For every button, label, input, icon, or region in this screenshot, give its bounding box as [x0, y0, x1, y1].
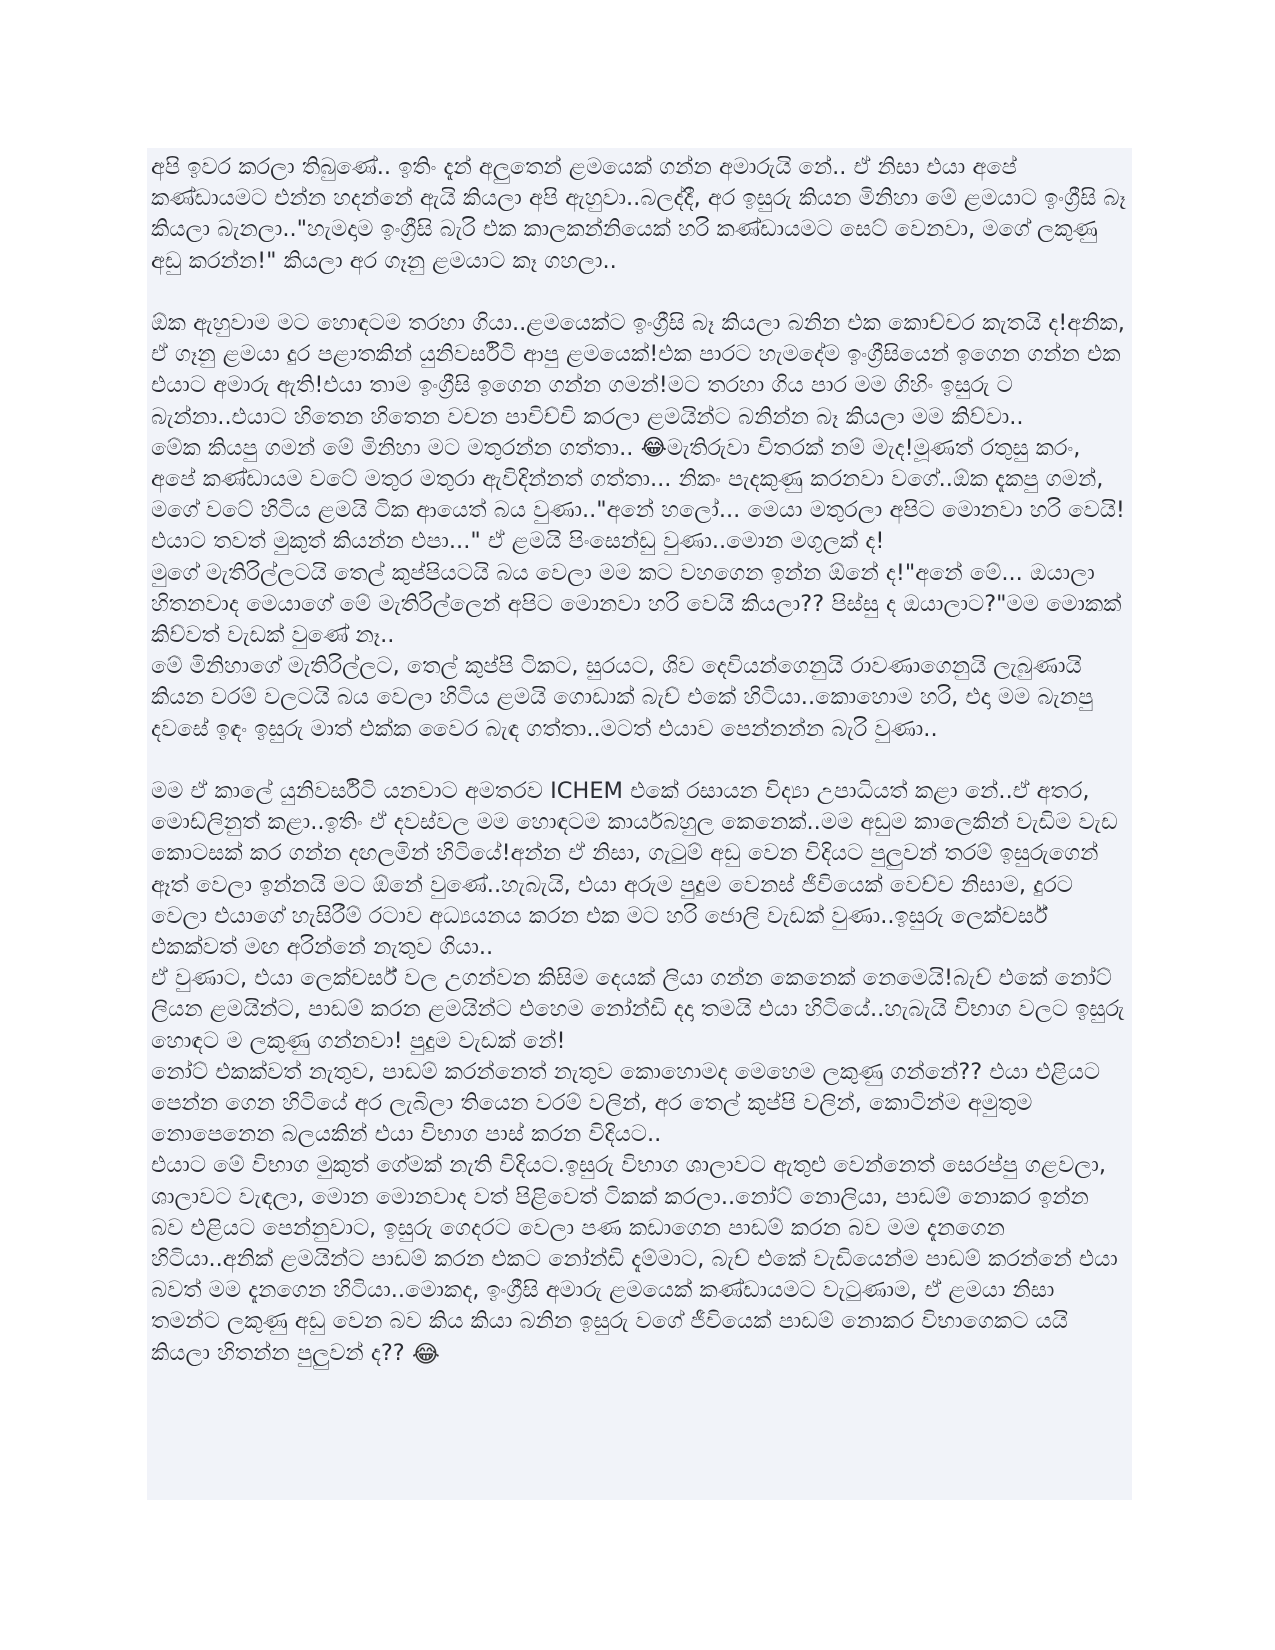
paragraph-9-text: එයාට මේ විභාග මුකුත් ගේමක් නැති විදියට.ඉසුරු විභාග ශාලාවට ඇතුළු වෙන්නෙත් සෙරප්පු ගළවලා, ශාලාවට වැඳලා, මොන මොනවාද වත් පිළිවෙත් ටිකක් කරලා..නෝට් නොලියා, පාඩම් නොකර ඉන්න බව එළියට පෙන්නුවාට, ඉසුරු ගෙදරට වෙලා පණ කඩාගෙන පාඩම් කරන බව මම දැනගෙන හිටියා..අනික් ළමයින්ට පාඩම් කරන එකට නෝන්ඩි දැම්මාට, බැච් එකේ වැඩියෙන්ම පාඩම් කරන්නේ එයා බවත් මම දැනගෙන හිටියා..මොකද, ඉංග්‍රීසි අමාරු ළමයෙක් කණ්ඩායමට වැටුණාම, ඒ ළමයා නිසා තමන්ට ලකුණු අඩු වෙන බව කිය කියා බනින ඉසුරු වගේ ජීවියෙක් පාඩම් නොකර විභාගෙකට යයි කියලා හිතන්න පුලුවන් ද?? — [151, 1152, 1118, 1366]
page-text-block — [147, 148, 1132, 1500]
paragraph-9 — [151, 1150, 1128, 1369]
laughing-emoji-icon: 😂 — [411, 1339, 440, 1368]
paragraph-3: මේක කියපු ගමන් මේ මිනිහා මට මතුරන්න ගත්තා.. 😂මැතිරුවා විතරක් නම් මැද!මූණත් රතුසු කරං, අපේ කණ්ඩායම වටේ මතුර මතුරා ඇවිදින්නත් ගත්තා... නිකං පැදකුණු කරනවා වගේ..ඕක දැකපු ගමන්, මගේ වටේ හිටිය ළමයි ටික ආයෙත් බය වුණා.."අනේ හලෝ... මෙයා මතුරලා අපිට මොනවා හරි වෙයි! එයාට තවත් මුකුත් කියන්න එපා..." ඒ ළමයි පිංසෙන්ඩු වුණා..මොන මගුලක් ද! — [151, 434, 1125, 555]
paragraph-5: මේ මිනිහාගේ මැතිරිල්ලට, තෙල් කුප්පි ටිකට, සුරයට, ශිව දෙවියන්ගෙනුයි රාවණාගෙනුයි ලැබුණායි කියන වරම් වලටයි බය වෙලා හිටිය ළමයි ගොඩාක් බැච් එකේ හිටියා..කොහොම හරි, එදා මම බැනපු දවසේ ඉඳං ඉසුරු මාත් එක්ක වෛර බැඳ ගත්තා..මටත් එයාව පෙන්නන්න බැරි වුණා.. — [151, 653, 1094, 742]
paragraph-6: මම ඒ කාලේ යුනිවර්සිටි යනවාට අමතරව ICHEM එකේ රසායන විද්‍යා උපාධියත් කළා නේ..ඒ අතර, මොඩ්ලිනුත් කළා..ඉතිං ඒ දවස්වල මම හොඳටම කාර්යබහුල කෙනෙක්..මම අඩුම කාලෙකින් වැඩිම වැඩ කොටසක් කර ගන්න දඟලමින් හිටියේ!අන්න ඒ නිසා, ගැටුම් අඩු වෙන විදියට පුලුවන් තරම් ඉසුරුගෙන් ඈත් වෙලා ඉන්නයි මට ඕනේ වුණේ..හැබැයි, එයා අරුම පුදුම වෙනස් ජීවියෙක් වෙච්ච නිසාම, දුරට වෙලා එයාගේ හැසිරීම් රටාව අධ්‍යයනය කරන එක මට හරි ජොලි වැඩක් වුණා..ඉසුරු ලෙක්චර්ස් එකක්වත් මඟ අරින්නේ නැතුව ගියා.. — [151, 778, 1118, 961]
paragraph-gap — [151, 745, 1128, 776]
paragraph-4: මුගේ මැතිරිල්ලටයි තෙල් කුප්පියටයි බය වෙලා මම කට වහගෙන ඉන්න ඕනේ ද!"අනේ මේ... ඔයාලා හිතනවාද මෙයාගේ මේ මැතිරිල්ලෙන් අපිට මොනවා හරි වෙයි කියලා?? පිස්සු ද ඔයාලාට?"මම මොකක් කිව්වත් වැඩක් වුණේ නෑ.. — [151, 559, 1122, 649]
paragraph-2: ඕක ඇහුවාම මට හොඳටම තරහා ගියා..ළමයෙක්ට ඉංග්‍රීසි බෑ කියලා බනින එක කොච්චර කැතයි ද!අනික, ඒ ගෑනු ළමයා දුර පළාතකින් යුනිවර්සිටි ආපු ළමයෙක්!එක පාරට හැමදේම ඉංග්‍රීසියෙන් ඉගෙන ගන්න එක එයාට අමාරු ඇති!එයා තාම ඉංග්‍රීසි ඉගෙන ගන්න ගමන්!මට තරහා ගිය පාර මම ගිහිං ඉසුරු ට බැන්නා..එයාට හිතෙන හිතෙන වචන පාවිච්චි කරලා ළමයින්ට බනින්න බෑ කියලා මම කිව්වා.. — [151, 310, 1125, 430]
paragraph-gap — [151, 277, 1128, 308]
paragraph-7: ඒ වුණාට, එයා ලෙක්චර්ස් වල උගන්වන කිසිම දෙයක් ලියා ගන්න කෙනෙක් නෙමෙයි!බැච් එකේ නෝට් ලියන ළමයින්ට, පාඩම් කරන ළමයින්ට එහෙම නෝන්ඩි දදා තමයි එයා හිටියේ..හැබැයි විභාග වලට ඉසුරු හොඳට ම ලකුණු ගන්නවා! පුදුම වැඩක් නේ! — [151, 965, 1125, 1054]
paragraph-1: අපි ඉවර කරලා තිබුණේ.. ඉතිං දැන් අලුතෙන් ළමයෙක් ගන්න අමාරුයි නේ.. ඒ නිසා එයා අපේ කණ්ඩායමට එන්න හදන්නේ ඇයි කියලා අපි ඇහුවා..බලද්දී, අර ඉසුරු කියන මිනිහා මේ ළමයාට ඉංග්‍රීසි බෑ කියලා බැනලා.."හැමදාම ඉංග්‍රීසි බැරි එක කාලකන්නියෙක් හරි කණ්ඩායමට සෙට් වෙනවා, මගේ ලකුණු අඩු කරන්න!" කියලා අර ගෑනු ළමයාට කෑ ගහලා.. — [151, 154, 1126, 274]
paragraph-8: නෝට් එකක්වත් නැතුව, පාඩම් කරන්නෙත් නැතුව කොහොමද මෙහෙම ලකුණු ගන්නේ?? එයා එළියට පෙන්න ගෙන හිටියේ අර ලැබිලා තියෙන වරම් වලින්, අර තෙල් කුප්පි වලින්, කොටින්ම අමුතුම නොපෙනෙන බලයකින් එයා විභාග පාස් කරන විදියට.. — [151, 1058, 1101, 1148]
